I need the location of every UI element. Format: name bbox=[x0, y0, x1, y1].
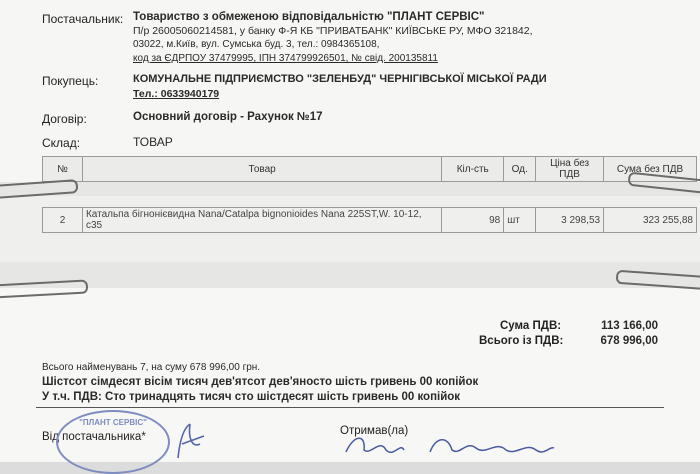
supplier-bank: П/р 26005060214581, у банку Ф-Я КБ "ПРИВАТБАНК" КИЇВСЬКЕ РУ, МФО 321842, bbox=[133, 25, 533, 37]
table-row bbox=[43, 208, 697, 233]
vat-value: 113 166,00 bbox=[601, 320, 658, 332]
divider bbox=[36, 407, 664, 408]
buyer-name: КОМУНАЛЬНЕ ПІДПРИЄМСТВО "ЗЕЛЕНБУД" ЧЕРНІГІВСЬКОЇ МІСЬКОЇ РАДИ bbox=[133, 73, 547, 85]
col-sum: Сума без ПДВ bbox=[604, 157, 697, 182]
received-label: Отримав(ла) bbox=[340, 425, 409, 437]
supplier-address: 03022, м.Київ, вул. Сумська буд. 3, тел.: 0984365108, bbox=[133, 39, 380, 50]
col-number: № bbox=[43, 157, 83, 182]
contract-label: Договір: bbox=[42, 112, 87, 126]
row-qty: 98 bbox=[442, 208, 504, 233]
fold-gap bbox=[0, 182, 700, 196]
receiver-signature-icon bbox=[340, 428, 560, 462]
contract-value: Основний договір - Рахунок №17 bbox=[133, 111, 323, 123]
row-price: 3 298,53 bbox=[536, 208, 604, 233]
supplier-codes: код за ЄДРПОУ 37479995, ІПН 374799926501, № свід. 200135811 bbox=[133, 53, 438, 64]
total-label: Всього із ПДВ: bbox=[479, 335, 564, 347]
row-item: Катальпа бігнонієвидна Nana/Catalpa bignonioides Nana 225ST,W. 10-12, с35 bbox=[82, 208, 441, 233]
stamp-text: "ПЛАНТ СЕРВІС" bbox=[79, 418, 147, 427]
vat-label: Сума ПДВ: bbox=[500, 320, 562, 332]
items-count-line: Всього найменувань 7, на суму 678 996,00 грн. bbox=[42, 362, 261, 373]
warehouse-value: ТОВАР bbox=[133, 135, 173, 149]
supplier-label: Постачальник: bbox=[42, 12, 124, 26]
row-unit: шт bbox=[504, 208, 536, 233]
col-unit: Од. bbox=[504, 157, 536, 182]
from-supplier-label: Від постачальника* bbox=[42, 431, 146, 443]
supplier-signature-icon bbox=[170, 418, 210, 462]
col-price: Ціна без ПДВ bbox=[536, 157, 604, 182]
stamp-icon bbox=[56, 410, 170, 474]
row-number: 2 bbox=[43, 208, 83, 233]
row-sum: 323 255,88 bbox=[604, 208, 697, 233]
col-item: Товар bbox=[82, 157, 441, 182]
vat-in-words: У т.ч. ПДВ: Сто тринадцять тисяч сто шістдесят шість гривень 00 копійок bbox=[42, 391, 461, 403]
amount-in-words: Шістсот сімдесят вісім тисяч дев'ятсот дев'яносто шість гривень 00 копійок bbox=[42, 376, 479, 388]
supplier-name: Товариство з обмеженою відповідальністю "ПЛАНТ СЕРВІС" bbox=[133, 11, 485, 23]
total-value: 678 996,00 bbox=[600, 335, 658, 347]
goods-table-header bbox=[42, 156, 697, 182]
buyer-label: Покупець: bbox=[42, 74, 99, 88]
buyer-phone: Тел.: 0633940179 bbox=[133, 88, 220, 100]
goods-table-body bbox=[42, 207, 697, 233]
warehouse-label: Склад: bbox=[42, 136, 81, 150]
col-qty: Кіл-сть bbox=[442, 157, 504, 182]
fold-gap bbox=[0, 262, 700, 288]
